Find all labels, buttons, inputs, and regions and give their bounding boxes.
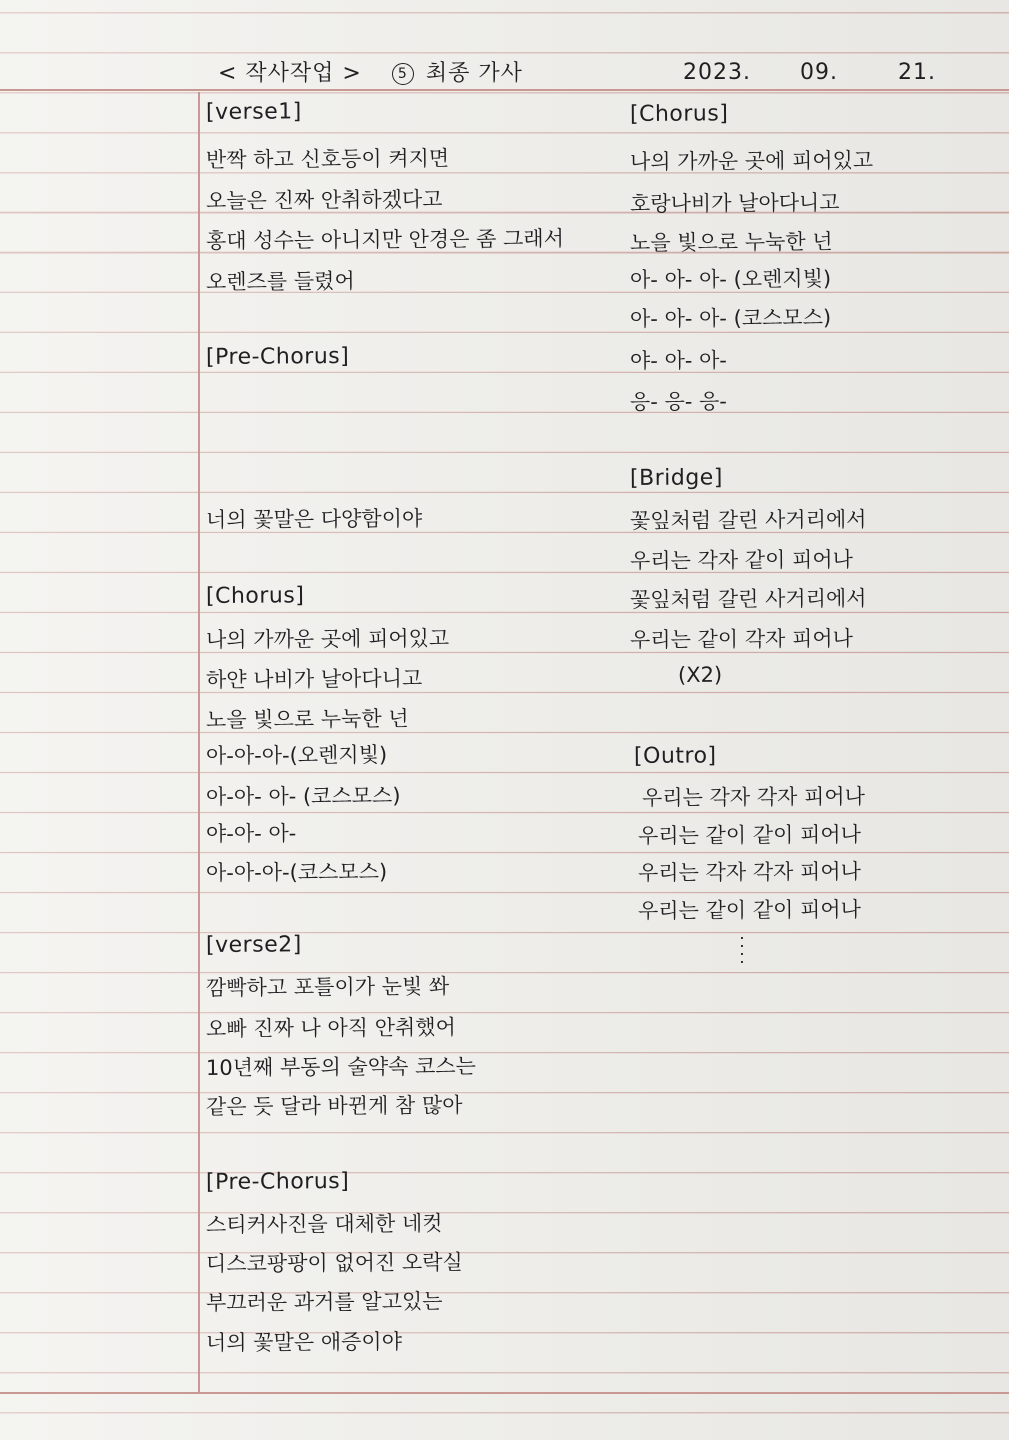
lyric-line: 아- 아- 아- (코스모스): [629, 305, 832, 331]
lyric-line: 우리는 같이 같이 피어나: [637, 822, 861, 848]
lyric-line: 꽃잎처럼 갈린 사거리에서: [629, 507, 867, 533]
lyric-line: 아-아-아-(코스모스): [205, 859, 388, 885]
lyric-line: 너의 꽃말은 다양함이야: [205, 506, 423, 532]
lyric-line: 우리는 각자 각자 피어나: [641, 784, 865, 810]
date-year: 2023.: [683, 60, 751, 85]
margin-rule: [198, 92, 200, 1392]
continuation-dots: [741, 937, 743, 967]
lyric-line: 나의 가까운 곳에 피어있고: [205, 626, 450, 652]
lyric-line: 같은 듯 달라 바뀐게 참 많아: [205, 1093, 463, 1119]
lyric-line: 부끄러운 과거를 알고있는: [205, 1289, 443, 1315]
lyric-line: 하얀 나비가 날아다니고: [205, 666, 423, 692]
section-label-pre-chorus-2: [Pre-Chorus]: [205, 1168, 350, 1195]
lyric-line: 오렌즈를 들렸어: [205, 268, 355, 294]
lyric-line: 우리는 각자 같이 피어나: [629, 547, 853, 573]
section-label-bridge: [Bridge]: [629, 465, 723, 491]
section-label-verse1: [verse1]: [205, 99, 302, 125]
page-header: [0, 0, 1009, 90]
lyric-line: 오빠 진짜 나 아직 안취했어: [205, 1015, 456, 1041]
lyric-line: 아-아- 아- (코스모스): [205, 783, 401, 809]
repeat-marker: (X2): [677, 662, 723, 687]
section-label-outro: [Outro]: [633, 743, 717, 769]
section-label-chorus: [Chorus]: [205, 583, 305, 609]
lyric-line: 호랑나비가 날아다니고: [629, 190, 840, 216]
page-title: [218, 56, 523, 87]
footer-rule: [0, 1392, 1009, 1394]
subtitle-text: 최종 가사: [425, 61, 523, 86]
lyric-line: 10년째 부동의 술약속 코스는: [205, 1054, 476, 1080]
lyric-line: 아- 아- 아- (오렌지빛): [629, 266, 832, 292]
lyric-line: 오늘은 진짜 안취하겠다고: [205, 187, 443, 213]
lyric-line: 우리는 각자 각자 피어나: [637, 859, 861, 885]
lyric-line: 스티커사진을 대체한 네컷: [205, 1211, 443, 1237]
lyric-line: 우리는 같이 각자 피어나: [629, 626, 853, 652]
date-day: 21.: [898, 60, 936, 85]
lyric-line: 우리는 같이 같이 피어나: [637, 897, 861, 923]
lyric-line: 깜빡하고 포틀이가 눈빛 쏴: [205, 974, 450, 1000]
lyric-line: 너의 꽃말은 애증이야: [205, 1329, 403, 1355]
step-number-circle: 5: [392, 63, 414, 85]
lyric-line: 아-아-아-(오렌지빛): [205, 742, 388, 768]
lyric-line: 노을 빛으로 누눅한 넌: [205, 706, 409, 732]
title-text: < 작사작업 >: [218, 61, 362, 86]
section-label-verse2: [verse2]: [205, 932, 302, 958]
lyric-line: 응- 응- 응-: [629, 389, 728, 414]
lyric-line: 나의 가까운 곳에 피어있고: [629, 148, 874, 174]
lyric-line: 야- 아- 아-: [629, 348, 728, 373]
lyric-line: 야-아- 아-: [205, 821, 297, 846]
section-label-pre-chorus: [Pre-Chorus]: [205, 343, 350, 370]
lyric-line: 디스코팡팡이 없어진 오락실: [205, 1250, 463, 1276]
lyric-line: 반짝 하고 신호등이 켜지면: [205, 146, 450, 172]
lyric-line: 꽃잎처럼 갈린 사거리에서: [629, 586, 867, 612]
lyric-line: 노을 빛으로 누눅한 넌: [629, 229, 833, 255]
lyric-line: 홍대 성수는 아니지만 안경은 좀 그래서: [205, 226, 565, 253]
date-month: 09.: [800, 60, 838, 85]
section-label-chorus-right: [Chorus]: [629, 101, 729, 127]
